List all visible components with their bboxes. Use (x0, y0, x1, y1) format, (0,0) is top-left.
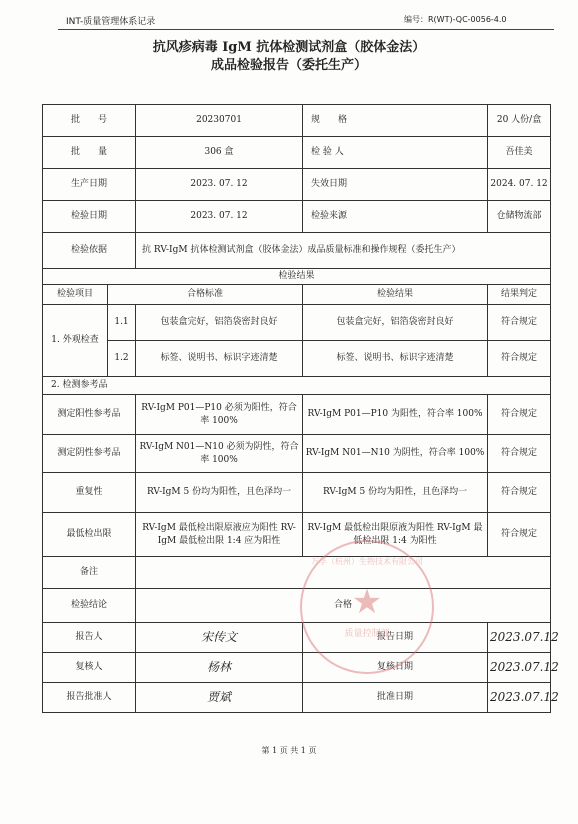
title-line-2: 成品检验报告（委托生产） (210, 58, 367, 73)
approver-signature: 贾斌 (136, 683, 303, 713)
report-date-label: 报告日期 (303, 623, 488, 653)
spec-value: 20 人份/盒 (488, 105, 551, 137)
column-result: 检验结果 (303, 285, 488, 305)
review-date: 2023.07.12 (488, 653, 551, 683)
reference-judgement: 符合规定 (488, 435, 551, 473)
reference-result: RV-IgM 最低检出限原液为阳性 RV-IgM 最低检出限 1:4 为阳性 (303, 513, 488, 557)
report-date: 2023.07.12 (488, 623, 551, 653)
reporter-label: 报告人 (43, 623, 136, 653)
review-date-label: 复核日期 (303, 653, 488, 683)
seal-department-text: 质量控制部 (344, 629, 390, 639)
document-number: 编号：R(WT)-QC-0056-4.0 (404, 15, 507, 24)
reference-item: 测定阳性参考品 (43, 395, 136, 435)
reference-item: 最低检出限 (43, 513, 136, 557)
reference-judgement: 符合规定 (488, 473, 551, 513)
page-footer: 第 1 页 共 1 页 (261, 746, 317, 755)
production-date-value: 2023. 07. 12 (136, 169, 303, 201)
appearance-standard: 包装盒完好，铝箔袋密封良好 (136, 305, 303, 341)
conclusion-label: 检验结论 (43, 589, 136, 623)
appearance-check-label: 1. 外观检查 (43, 305, 108, 377)
column-standard: 合格标准 (108, 285, 303, 305)
appearance-result: 标签、说明书、标识字迹清楚 (303, 341, 488, 377)
batch-value: 20230701 (136, 105, 303, 137)
expiry-date-value: 2024. 07. 12 (488, 169, 551, 201)
inspector-label: 检 验 人 (303, 137, 488, 169)
reviewer-label: 复核人 (43, 653, 136, 683)
test-date-value: 2023. 07. 12 (136, 201, 303, 233)
quantity-label: 批 量 (43, 137, 136, 169)
appearance-result: 包装盒完好，铝箔袋密封良好 (303, 305, 488, 341)
spec-label: 规 格 (303, 105, 488, 137)
basis-label: 检验依据 (43, 233, 136, 269)
reference-section-title: 2. 检测参考品 (43, 377, 551, 395)
inspector-value: 吾佳美 (488, 137, 551, 169)
appearance-standard: 标签、说明书、标识字迹清楚 (136, 341, 303, 377)
column-item: 检验项目 (43, 285, 108, 305)
reference-judgement: 符合规定 (488, 395, 551, 435)
reviewer-signature: 杨林 (136, 653, 303, 683)
remark-value (136, 557, 551, 589)
column-judgement: 结果判定 (488, 285, 551, 305)
appearance-judgement: 符合规定 (488, 341, 551, 377)
source-label: 检验来源 (303, 201, 488, 233)
production-date-label: 生产日期 (43, 169, 136, 201)
reference-standard: RV-IgM 5 份均为阳性，且色泽均一 (136, 473, 303, 513)
batch-label: 批 号 (43, 105, 136, 137)
approve-date-label: 批准日期 (303, 683, 488, 713)
reference-item: 重复性 (43, 473, 136, 513)
title-line-1: 抗风疹病毒 IgM 抗体检测试剂盒（胶体金法） (152, 40, 426, 55)
reference-result: RV-IgM N01—N10 为阴性，符合率 100% (303, 435, 488, 473)
reporter-signature: 宋传文 (136, 623, 303, 653)
reference-standard: RV-IgM N01—N10 必须为阴性，符合率 100% (136, 435, 303, 473)
appearance-judgement: 符合规定 (488, 305, 551, 341)
reference-result: RV-IgM 5 份均为阳性，且色泽均一 (303, 473, 488, 513)
header-rule (58, 29, 554, 30)
reference-result: RV-IgM P01—P10 为阳性，符合率 100% (303, 395, 488, 435)
reference-standard: RV-IgM P01—P10 必须为阳性，符合率 100% (136, 395, 303, 435)
quantity-value: 306 盒 (136, 137, 303, 169)
report-table (42, 104, 559, 713)
approve-date: 2023.07.12 (488, 683, 551, 713)
test-date-label: 检验日期 (43, 201, 136, 233)
appearance-item-no: 1.2 (108, 341, 136, 377)
appearance-item-no: 1.1 (108, 305, 136, 341)
reference-judgement: 符合规定 (488, 513, 551, 557)
remark-label: 备注 (43, 557, 136, 589)
header-left: INT-质量管理体系记录 (66, 17, 156, 27)
star-icon: ★ (351, 582, 383, 622)
expiry-date-label: 失效日期 (303, 169, 488, 201)
approver-label: 报告批准人 (43, 683, 136, 713)
reference-item: 测定阴性参考品 (43, 435, 136, 473)
source-value: 仓储物流部 (488, 201, 551, 233)
conclusion-value: 合格 (136, 589, 551, 623)
basis-value: 抗 RV-IgM 抗体检测试剂盒（胶体金法）成品质量标准和操作规程（委托生产） (136, 233, 551, 269)
reference-standard: RV-IgM 最低检出限原液应为阳性 RV-IgM 最低检出限 1:4 应为阳性 (136, 513, 303, 557)
seal-ring-text: 万孚（杭州）生物技术有限公司 (311, 557, 423, 566)
results-section-title: 检验结果 (43, 269, 551, 285)
